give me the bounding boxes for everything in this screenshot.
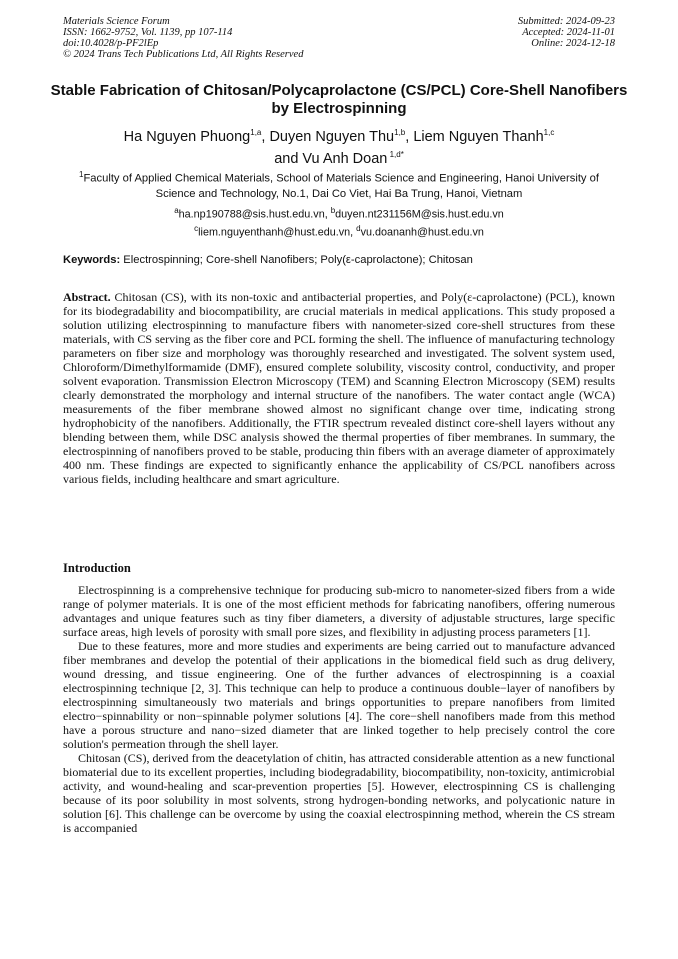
journal-name: Materials Science Forum bbox=[63, 16, 170, 27]
author-name: Duyen Nguyen Thu bbox=[269, 128, 395, 145]
email-superscript: b bbox=[330, 206, 336, 215]
email-list bbox=[70, 204, 608, 239]
author-list bbox=[40, 124, 638, 168]
email-line bbox=[70, 204, 608, 222]
email-address[interactable]: ha.np190788@sis.hust.edu.vn, bbox=[178, 208, 331, 221]
introduction-body bbox=[63, 583, 615, 835]
author-name: Vu Anh Doan bbox=[302, 150, 388, 167]
affiliation bbox=[70, 167, 608, 203]
journal-issn: ISSN: 1662-9752, Vol. 1139, pp 107-114 bbox=[63, 27, 233, 38]
email-line bbox=[70, 222, 608, 240]
keywords bbox=[63, 253, 623, 267]
copyright-notice: © 2024 Trans Tech Publications Ltd, All Rights Reserved bbox=[63, 49, 304, 60]
introduction-heading: Introduction bbox=[63, 561, 131, 575]
author-superscript: 1,d* bbox=[387, 149, 404, 159]
abstract-text: Chitosan (CS), with its non-toxic and antibacterial properties, and Poly(ε-caprolactone) (PCL), known for its biodegradability and biocompatibility, are crucial materials in medical applications. This study proposed a solution utilizing electrospinning to manufacture fibers with nanometer-sized core-shell structures from these materials, with CS serving as the fiber core and PCL forming the shell. The influence of manufacturing technology parameters on fiber size and morphology was thoroughly researched and investigated. The solvent system used, Chloroform/Dimethylformamide (DMF), ensured complete solubility, viscosity control, conductivity, and proper solvent evaporation. Transmission Electron Microscopy (TEM) and Scanning Electron Microscopy (SEM) results clearly demonstrated the morphology and internal structure of the nanofibers. The water contact angle (WCA) measurements of the fiber membrane showed almost no significant change over time, indicating strong hydrophobicity of the nanofibers. Additionally, the FTIR spectrum revealed distinct core-shell layers without any blending between them, while DSC analysis showed the thermal properties of fiber membranes. In summary, the electrospinning of nanofibers proved to be stable, producing thin fibers with an average diameter of approximately 400 nm. These findings are expected to significantly enhance the applicability of CS/PCL nanofibers across various fields, including healthcare and smart agriculture. bbox=[63, 290, 615, 486]
email-address[interactable]: liem.nguyenthanh@hust.edu.vn, bbox=[198, 226, 357, 239]
paragraph: Chitosan (CS), derived from the deacetylation of chitin, has attracted considerable attention as a new functional biomaterial due to its excellent properties, including biodegradability, biocompatibility, non-toxicity, antimicrobial activity, and wound-healing and scar-prevention properties [5]. However, electrospinning CS is challenging because of its poor solubility in most solvents, strong hydrogen-bonding networks, and polycationic nature in solution [6]. This challenge can be overcome by using the coaxial electrospinning method, wherein the CS stream is accompanied bbox=[63, 751, 615, 835]
email-address[interactable]: vu.doananh@hust.edu.vn bbox=[360, 226, 484, 239]
keywords-text: Electrospinning; Core-shell Nanofibers; Poly(ε-caprolactone); Chitosan bbox=[120, 254, 473, 266]
author-superscript: 1,a bbox=[250, 128, 262, 137]
affiliation-superscript: 1 bbox=[79, 170, 84, 179]
abstract-label: Abstract. bbox=[63, 290, 111, 304]
journal-header bbox=[63, 16, 303, 60]
dates-header bbox=[518, 16, 615, 49]
author-separator: and bbox=[274, 150, 303, 167]
submitted-date: Submitted: 2024-09-23 bbox=[517, 16, 615, 27]
keywords-label: Keywords: bbox=[63, 254, 121, 266]
author-separator: , bbox=[405, 128, 414, 145]
author-name: Ha Nguyen Phuong bbox=[123, 128, 251, 145]
email-superscript: c bbox=[194, 223, 199, 233]
author-superscript: 1,c bbox=[543, 128, 555, 137]
paper-title: Stable Fabrication of Chitosan/Polycaprolactone (CS/PCL) Core-Shell Nanofibers by Electrospinning bbox=[50, 82, 628, 117]
paragraph: Due to these features, more and more studies and experiments are being carried out to manufacture advanced fiber membranes and develop the potential of their applications in the biomedical field such as drug delivery, wound dressing, and tissue engineering. One of the further advances of electrospinning is a coaxial electrospinning technique [2, 3]. This technique can help to produce a continuous double−layer of nanofibers by electrospinning simultaneously two materials and brings opportunities to prepare nanofibers from limited electro−spinnability or non−spinnable polymer solutions [4]. The core−shell nanofibers made from this method have a porous structure and nano−sized diameter that are linked together to help precisely control the core solution's permeation through the shell layer. bbox=[63, 639, 615, 751]
author-superscript: 1,b bbox=[394, 128, 406, 137]
email-address[interactable]: duyen.nt231156M@sis.hust.edu.vn bbox=[335, 208, 504, 221]
abstract bbox=[63, 290, 615, 486]
email-superscript: d bbox=[356, 223, 361, 233]
accepted-date: Accepted: 2024-11-01 bbox=[522, 27, 615, 38]
author-separator: , bbox=[261, 128, 270, 145]
journal-doi[interactable]: doi:10.4028/p-PF2lEp bbox=[63, 38, 159, 49]
affiliation-text: Faculty of Applied Chemical Materials, School of Materials Science and Engineering, Hanoi University of Science and Technology, No.1, Dai Co Viet, Hai Ba Trung, Hanoi, Vietnam bbox=[83, 172, 599, 201]
paragraph: Electrospinning is a comprehensive technique for producing sub-micro to nanometer-sized fibers from a wide range of polymer materials. It is one of the most efficient methods for fabricating nanofibers, offering numerous advantages and unique features such as tiny fiber diameters, a diversity of adjustable structures, large specific surface areas, high levels of porosity with small pore sizes, and flexibility in adjusting process parameters [1]. bbox=[63, 583, 615, 639]
email-superscript: a bbox=[174, 206, 179, 215]
online-date: Online: 2024-12-18 bbox=[531, 38, 615, 49]
author-name: Liem Nguyen Thanh bbox=[413, 128, 544, 145]
